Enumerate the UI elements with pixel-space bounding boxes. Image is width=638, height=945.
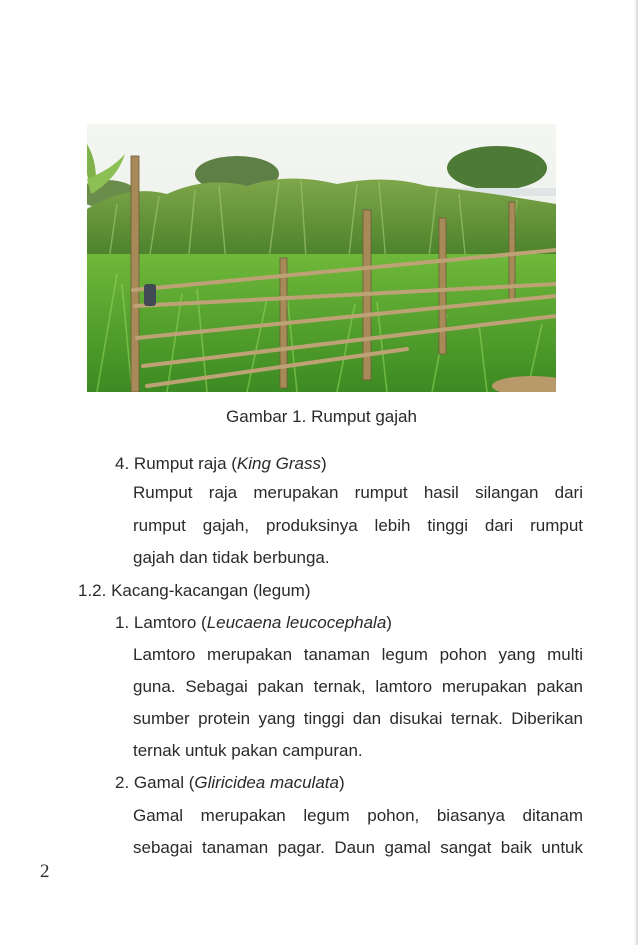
figure-photo <box>87 124 556 392</box>
paragraph-line: Rumput raja merupakan rumput hasil silangan dari <box>133 483 583 502</box>
figure-caption: Gambar 1. Rumput gajah <box>226 407 417 426</box>
item-number: 2. <box>115 773 130 792</box>
item-number: 4. <box>115 454 130 473</box>
gamal-heading: 2. Gamal (Gliricidea maculata) <box>115 773 345 792</box>
page-number: 2 <box>40 861 50 882</box>
item-latin-name: King Grass <box>236 454 322 473</box>
section-heading <box>78 579 311 603</box>
paragraph-line: gajah dan tidak berbunga. <box>133 548 330 567</box>
paragraph-line: ternak untuk pakan campuran. <box>133 741 363 760</box>
item-title: Lamtoro <box>133 613 197 632</box>
paragraph-line: guna. Sebagai pakan ternak, lamtoro merupakan pakan <box>133 677 583 696</box>
item-title: Gamal <box>133 773 184 792</box>
item-title: Rumput raja <box>133 454 227 473</box>
item-latin-name: Gliricidea maculata <box>194 773 339 792</box>
item-4-heading: 4. Rumput raja (King Grass) <box>115 454 327 473</box>
paragraph-line: Lamtoro merupakan tanaman legum pohon yang multi <box>133 645 583 664</box>
lamtoro-heading: 1. Lamtoro (Leucaena leucocephala) <box>115 613 392 632</box>
item-number: 1. <box>115 613 130 632</box>
paragraph-line: Gamal merupakan legum pohon, biasanya ditanam <box>133 806 583 825</box>
elephant-grass-photo <box>87 124 556 392</box>
paragraph-line: sebagai tanaman pagar. Daun gamal sangat baik untuk <box>133 838 583 857</box>
paragraph-line: rumput gajah, produksinya lebih tinggi dari rumput <box>133 516 583 535</box>
section-title: Kacang-kacangan (legum) <box>111 581 311 600</box>
section-number: 1.2. <box>78 581 107 600</box>
page-edge-shadow <box>634 0 638 945</box>
item-latin-name: Leucaena leucocephala <box>206 613 387 632</box>
paragraph-line: sumber protein yang tinggi dan disukai ternak. Diberikan <box>133 709 583 728</box>
